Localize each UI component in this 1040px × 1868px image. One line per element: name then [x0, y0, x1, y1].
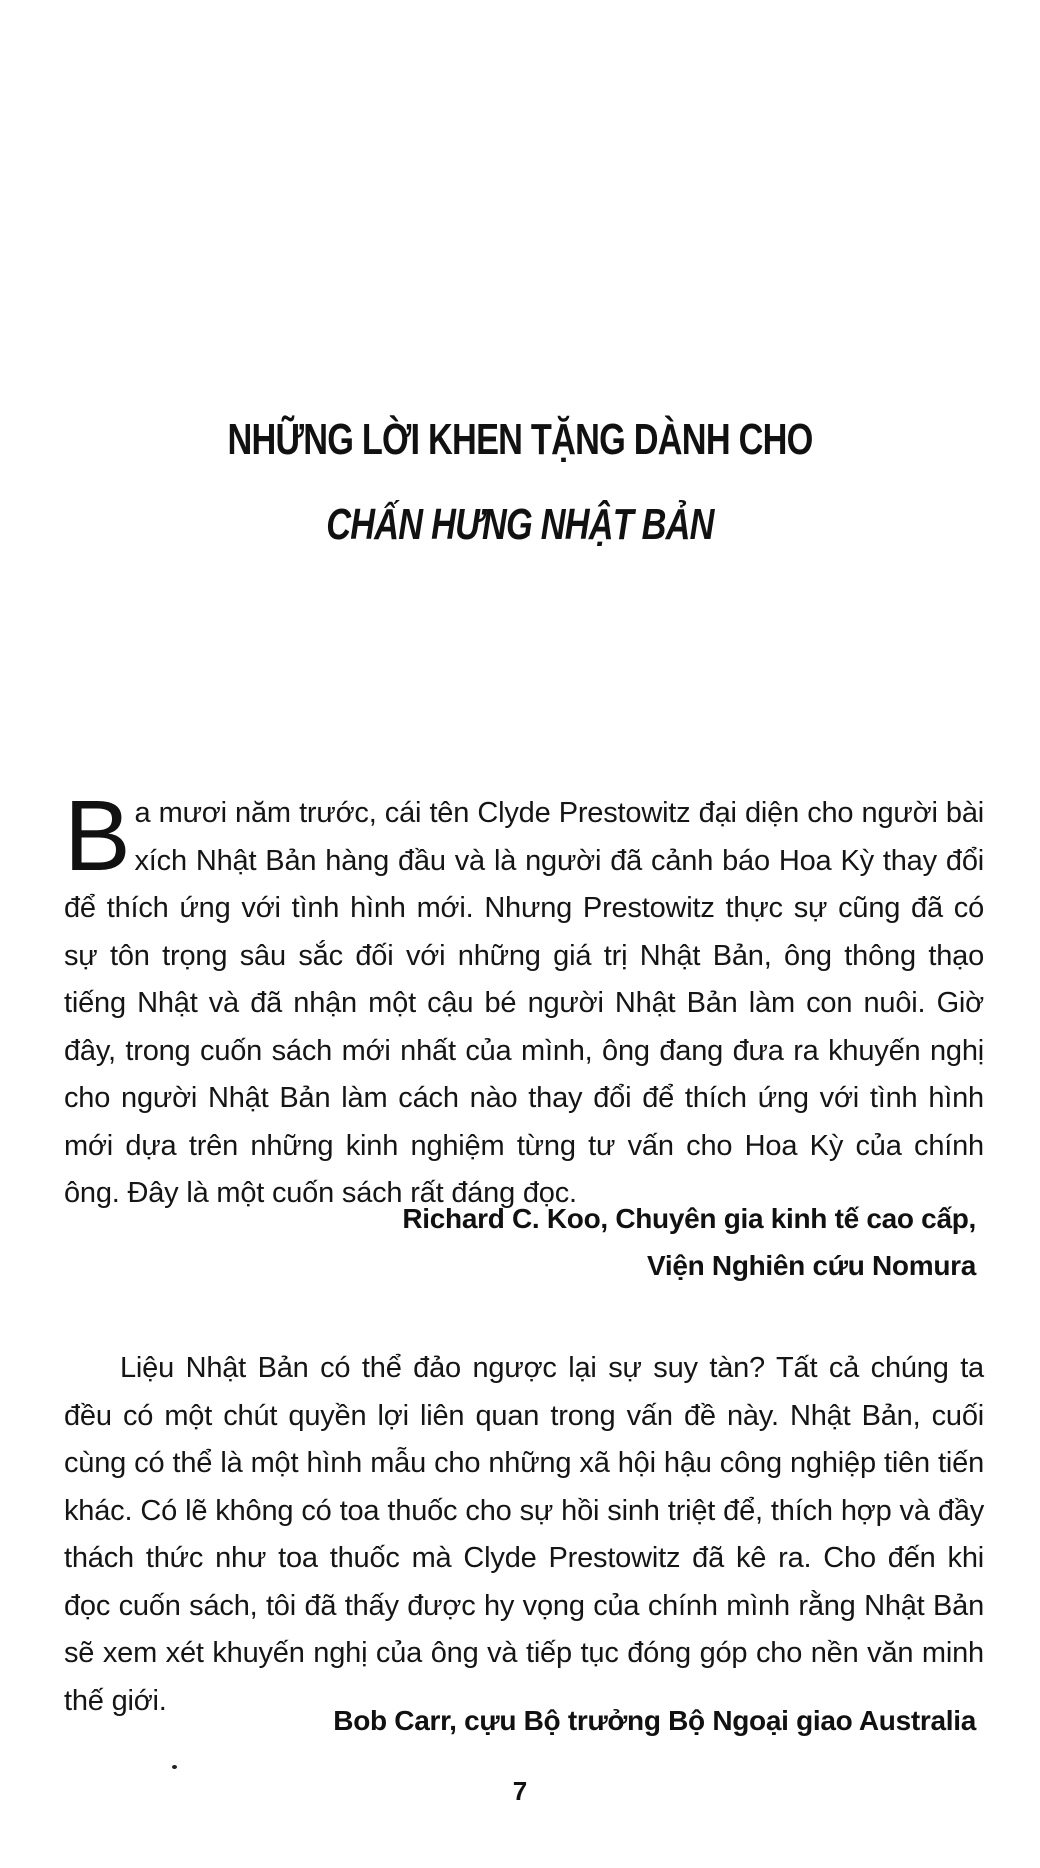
book-title: CHẤN HƯNG NHẬT BẢN: [326, 500, 714, 549]
testimonial-1-author: Richard C. Koo, Chuyên gia kinh tế cao cấp,: [402, 1203, 976, 1234]
testimonial-2-author: Bob Carr, cựu Bộ trưởng Bộ Ngoại giao Australia: [333, 1705, 976, 1736]
testimonial-2-attribution: [333, 1697, 976, 1744]
testimonial-1-text: [64, 780, 984, 1218]
testimonial-1-body: a mươi năm trước, cái tên Clyde Prestowitz đại diện cho người bài xích Nhật Bản hàng đầu và là người đã cảnh báo Hoa Kỳ thay đổi để thích ứng với tình hình mới. Nhưng Prestowitz thực sự cũng đã có sự tôn trọng sâu sắc đối với những giá trị Nhật Bản, ông thông thạo tiếng Nhật và đã nhận một cậu bé người Nhật Bản làm con nuôi. Giờ đây, trong cuốn sách mới nhất của mình, ông đang đưa ra khuyến nghị cho người Nhật Bản làm cách nào thay đổi để thích ứng với tình hình mới dựa trên những kinh nghiệm từng tư vấn cho Hoa Kỳ của chính ông. Đây là một cuốn sách rất đáng đọc.: [64, 797, 984, 1209]
drop-cap: B: [64, 780, 131, 892]
scan-speck: [172, 1765, 177, 1769]
testimonial-1-affiliation: Viện Nghiên cứu Nomura: [647, 1250, 976, 1281]
page-number: 7: [512, 1776, 528, 1806]
testimonial-2-text: Liệu Nhật Bản có thể đảo ngược lại sự suy tàn? Tất cả chúng ta đều có một chút quyền lợi liên quan trong vấn đề này. Nhật Bản, cuối cùng có thể là một hình mẫu cho những xã hội hậu công nghiệp tiên tiến khác. Có lẽ không có toa thuốc cho sự hồi sinh triệt để, thích hợp và đầy thách thức như toa thuốc mà Clyde Prestowitz đã kê ra. Cho đến khi đọc cuốn sách, tôi đã thấy được hy vọng của chính mình rằng Nhật Bản sẽ xem xét khuyến nghị của ông và tiếp tục đóng góp cho nền văn minh thế giới.: [64, 1352, 984, 1717]
testimonial-1-attribution: [402, 1195, 976, 1289]
page-heading: NHỮNG LỜI KHEN TẶNG DÀNH CHO: [227, 415, 813, 464]
